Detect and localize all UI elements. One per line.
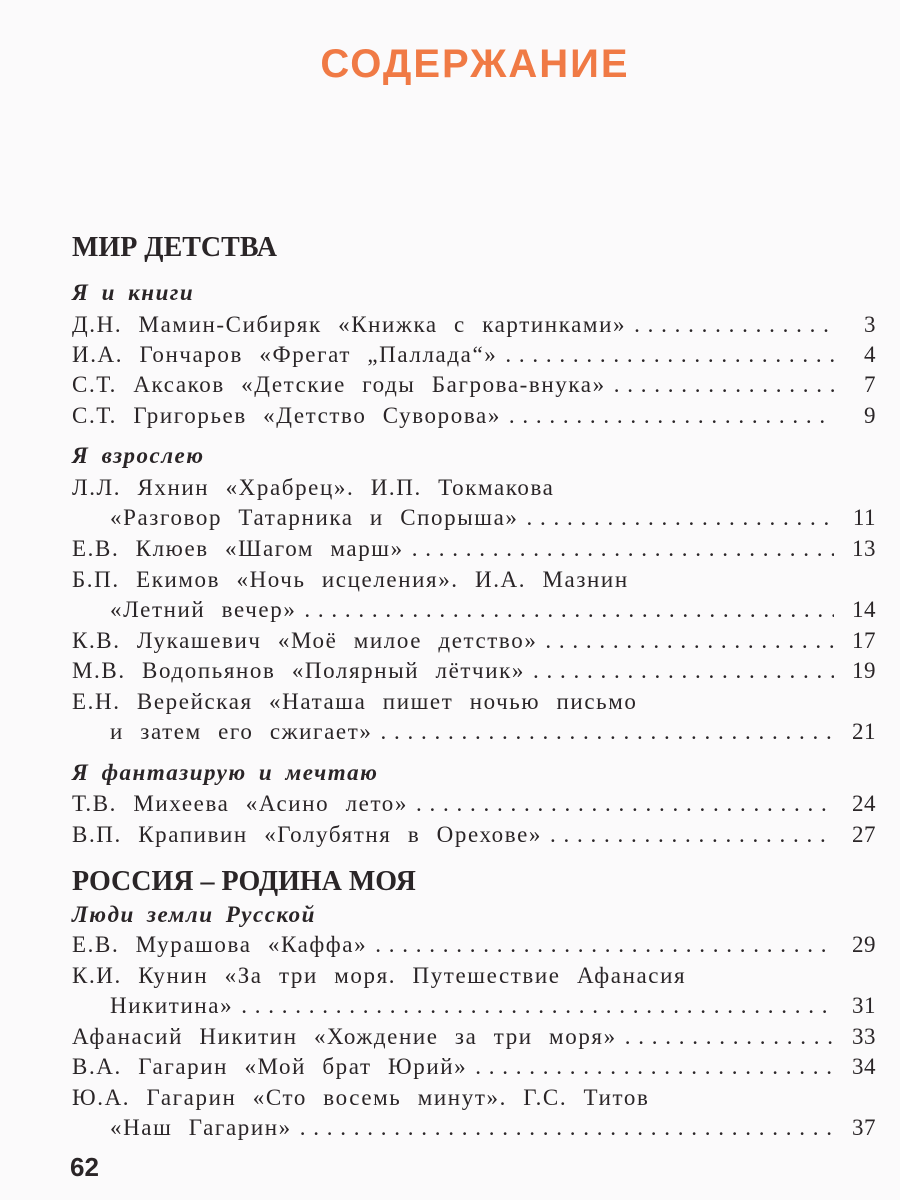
toc-entry[interactable]: [72, 473, 876, 533]
subsection-title-ya-vzrosleyu: Я взрослею: [72, 443, 205, 468]
entry-page-number: 13: [852, 536, 876, 561]
entry-title: «Разговор Татарника и Спорыша»: [110, 505, 519, 530]
section-title-mir-detstva: МИР ДЕТСТВА: [72, 232, 277, 263]
page-title: СОДЕРЖАНИЕ: [320, 42, 630, 86]
leader-dots: [372, 717, 834, 747]
entry-page-number: 24: [852, 791, 876, 816]
entry-title-line: Ю.А. Гагарин «Сто восемь минут». Г.С. Титов: [72, 1085, 650, 1110]
entry-page-number: 19: [852, 658, 876, 683]
entry-title-line: Л.Л. Яхнин «Храбрец». И.П. Токмакова: [72, 475, 555, 500]
toc-entry[interactable]: [72, 1083, 876, 1143]
toc-entry[interactable]: [72, 789, 876, 819]
entry-title: Т.В. Михеева «Асино лето»: [72, 791, 409, 816]
entry-page-number: 14: [852, 597, 876, 622]
entry-page-number: 37: [852, 1115, 876, 1140]
entry-page-number: 29: [852, 932, 876, 957]
leader-dots: [537, 626, 834, 656]
entry-title: Д.Н. Мамин-Сибиряк «Книжка с картинками»: [72, 312, 627, 337]
leader-dots: [525, 656, 834, 686]
entry-title: «Летний вечер»: [110, 597, 297, 622]
subsection-title-ya-i-knigi: Я и книги: [72, 280, 195, 305]
entry-page-number: 17: [852, 628, 876, 653]
toc-entry[interactable]: [72, 370, 876, 400]
entry-page-number: 31: [852, 993, 876, 1018]
entry-title: «Наш Гагарин»: [110, 1115, 292, 1140]
entry-page-number: 34: [852, 1054, 876, 1079]
leader-dots: [606, 370, 834, 400]
leader-dots: [497, 340, 834, 370]
entry-page-number: 9: [864, 403, 876, 428]
leader-dots: [292, 1113, 834, 1143]
entry-page-number: 27: [852, 822, 876, 847]
leader-dots: [501, 401, 834, 431]
subsection-title-ya-fantaziruyu: Я фантазирую и мечтаю: [72, 760, 379, 785]
entry-title: Е.В. Мурашова «Каффа»: [72, 932, 368, 957]
leader-dots: [617, 1022, 834, 1052]
entry-title-line: Е.Н. Верейская «Наташа пишет ночью письмо: [72, 689, 638, 714]
toc-entry[interactable]: [72, 401, 876, 431]
entry-page-number: 3: [864, 312, 876, 337]
entry-title: и затем его сжигает»: [110, 719, 373, 744]
entry-title: Афанасий Никитин «Хождение за три моря»: [72, 1024, 617, 1049]
entry-title: В.П. Крапивин «Голубятня в Орехове»: [72, 822, 543, 847]
leader-dots: [408, 789, 834, 819]
entry-page-number: 33: [852, 1024, 876, 1049]
toc-entry[interactable]: [72, 656, 876, 686]
entry-title: К.В. Лукашевич «Моё милое детство»: [72, 628, 538, 653]
entry-title: Е.В. Клюев «Шагом марш»: [72, 536, 404, 561]
entry-title-line: К.И. Кунин «За три моря. Путешествие Афанасия: [72, 963, 687, 988]
toc-entry[interactable]: [72, 961, 876, 1021]
toc-entry[interactable]: [72, 687, 876, 747]
toc-entry[interactable]: [72, 310, 876, 340]
page-number: 62: [70, 1152, 99, 1182]
section-title-rossiya: РОССИЯ – РОДИНА МОЯ: [72, 866, 416, 897]
entry-title: М.В. Водопьянов «Полярный лётчик»: [72, 658, 525, 683]
toc-entry[interactable]: [72, 534, 876, 564]
entry-title: С.Т. Григорьев «Детство Суворова»: [72, 403, 501, 428]
entry-page-number: 7: [864, 372, 876, 397]
leader-dots: [626, 310, 834, 340]
entry-title: С.Т. Аксаков «Детские годы Багрова-внука»: [72, 372, 606, 397]
toc-entry[interactable]: [72, 340, 876, 370]
toc-entry[interactable]: [72, 1022, 876, 1052]
entry-page-number: 4: [864, 342, 876, 367]
toc-entry[interactable]: [72, 820, 876, 850]
toc-entry[interactable]: [72, 565, 876, 625]
entry-title: И.А. Гончаров «Фрегат „Паллада“»: [72, 342, 498, 367]
leader-dots: [367, 930, 834, 960]
toc-entry[interactable]: [72, 1052, 876, 1082]
leader-dots: [542, 820, 834, 850]
leader-dots: [404, 534, 834, 564]
entry-title-line: Б.П. Екимов «Ночь исцеления». И.А. Мазнин: [72, 567, 629, 592]
subsection-title-lyudi-zemli: Люди земли Русской: [72, 902, 316, 927]
leader-dots: [233, 991, 834, 1021]
leader-dots: [467, 1052, 834, 1082]
toc-entry[interactable]: [72, 930, 876, 960]
entry-page-number: 11: [852, 505, 876, 530]
leader-dots: [296, 595, 834, 625]
entry-title: Никитина»: [110, 993, 234, 1018]
entry-title: В.А. Гагарин «Мой брат Юрий»: [72, 1054, 468, 1079]
entry-page-number: 21: [852, 719, 876, 744]
toc-entry[interactable]: [72, 626, 876, 656]
leader-dots: [519, 503, 834, 533]
